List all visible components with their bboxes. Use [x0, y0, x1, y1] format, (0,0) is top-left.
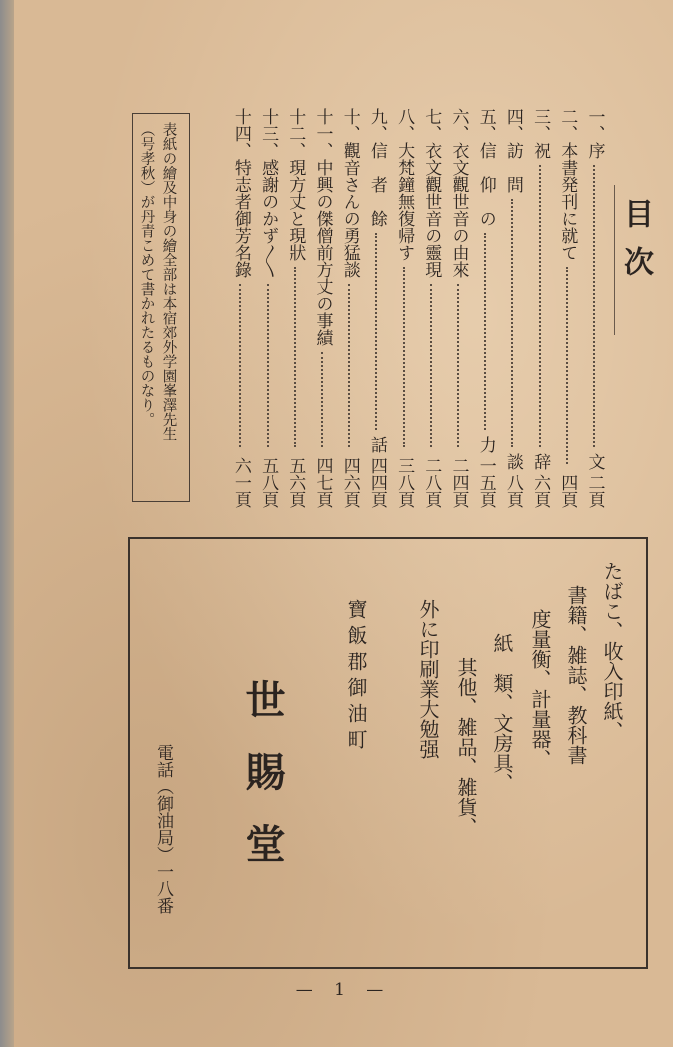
toc-leader-dots	[511, 199, 513, 447]
toc-entry-page: 六一頁	[230, 457, 251, 508]
toc-entry	[447, 108, 469, 508]
toc-entry-heading: 訪 問	[502, 142, 523, 193]
ad-line-3: 度量衡、計量器、	[528, 609, 552, 769]
toc-entry-title: 六、	[448, 108, 469, 142]
toc-entry-heading: 現方丈と現狀	[285, 159, 306, 261]
ad-line-4: 紙 類、文房具、	[490, 633, 514, 793]
toc-entry-page: 五六頁	[285, 457, 306, 508]
toc-entry-title: 二、	[557, 108, 578, 142]
toc-leader-dots	[294, 267, 296, 447]
advertisement-box	[128, 537, 648, 969]
toc-entry-title: 十三、	[258, 108, 279, 159]
toc-entry	[338, 108, 360, 508]
ad-line-6: 外に印刷業大勉强	[416, 599, 440, 759]
toc-entry-heading: 感謝のかず〳〵	[258, 159, 279, 278]
toc-entry-heading-end: 文	[584, 453, 605, 470]
toc-entry-heading: 中興の傑僧前方丈の事績	[312, 159, 333, 346]
ad-line-2: 書籍、雑誌、教科書	[564, 585, 588, 765]
toc-entry-title: 八、	[394, 108, 415, 142]
toc-entry-title: 一、	[584, 108, 605, 142]
toc-leader-dots	[403, 267, 405, 447]
toc-entry-title: 七、	[421, 108, 442, 142]
toc-leader-dots	[430, 284, 432, 447]
toc-entry-page: 一五頁	[475, 457, 496, 508]
toc-leader-dots	[321, 352, 323, 447]
toc-entry	[501, 108, 523, 508]
toc-entry-heading: 衣文觀世音の由來	[448, 142, 469, 278]
toc-entry-page: 三八頁	[394, 457, 415, 508]
shop-phone: 電話（御油局）一八番	[153, 744, 173, 914]
toc-entry	[311, 108, 333, 508]
ad-line-1: たばこ、收入印紙、	[600, 561, 624, 741]
toc-entry	[393, 108, 415, 508]
shop-name: 世賜堂	[239, 679, 286, 895]
toc-title-rule	[614, 185, 615, 335]
toc-entry-heading: 衣文觀世音の靈現	[421, 142, 442, 278]
shop-address: 寶飯郡御油町	[344, 599, 368, 755]
toc-entry	[420, 108, 442, 508]
cover-note-line-1: 表紙の繪及中身の繪全部は本宿郊外学園峯澤先生	[160, 122, 177, 441]
toc-entry-heading: 信 仰 の	[475, 142, 496, 227]
toc-leader-dots	[539, 165, 541, 447]
toc-entry	[229, 108, 251, 508]
toc-title: 目次	[618, 198, 653, 294]
toc-entry-heading: 大梵鐘無復帰す	[394, 142, 415, 261]
toc-entry-heading: 祝	[530, 142, 551, 159]
toc-entry-title: 十四、	[230, 108, 251, 159]
toc-entry-page: 五八頁	[258, 457, 279, 508]
toc-leader-dots	[484, 233, 486, 430]
toc-entry-title: 十一、	[312, 108, 333, 159]
toc-entry-page: 四六頁	[339, 457, 360, 508]
toc-entry-title: 四、	[502, 108, 523, 142]
toc-entry-title: 三、	[530, 108, 551, 142]
page-number: — 1 —	[295, 980, 392, 1000]
toc-entry-title: 五、	[475, 108, 496, 142]
toc-entry-page: 四頁	[557, 474, 578, 508]
toc-entry-page: 四四頁	[366, 457, 387, 508]
toc-entry-title: 九、	[366, 108, 387, 142]
toc-entry	[284, 108, 306, 508]
toc-entry-heading: 信 者 餘	[366, 142, 387, 227]
toc-entry	[365, 108, 387, 508]
toc-entry-page: 八頁	[502, 474, 523, 508]
toc-leader-dots	[239, 284, 241, 447]
toc-entry-heading-end: 話	[366, 436, 387, 453]
toc-leader-dots	[375, 233, 377, 430]
toc-leader-dots	[457, 284, 459, 447]
toc-entry-heading-end: 談	[502, 453, 523, 470]
toc-entry	[474, 108, 496, 508]
ad-line-5: 其他、雑品、雑貨、	[454, 657, 478, 837]
cover-note-box	[132, 113, 190, 502]
cover-note-line-2: （号孝秋）が丹青こめて書かれたるものなり。	[138, 122, 155, 427]
document-page	[14, 0, 673, 1047]
toc-entry-title: 十二、	[285, 108, 306, 159]
toc-leader-dots	[566, 267, 568, 464]
toc-entry	[556, 108, 578, 508]
toc-entry-heading: 序	[584, 142, 605, 159]
toc-entry	[583, 108, 605, 508]
toc-entry-page: 六頁	[530, 474, 551, 508]
book-spine-edge	[0, 0, 14, 1047]
toc-entry	[529, 108, 551, 508]
toc-entry-page: 二頁	[584, 474, 605, 508]
toc-entry-title: 十、	[339, 108, 360, 142]
toc-entry-page: 四七頁	[312, 457, 333, 508]
toc-entry-page: 二四頁	[448, 457, 469, 508]
toc-entry-heading: 本書発刊に就て	[557, 142, 578, 261]
toc-entry-page: 二八頁	[421, 457, 442, 508]
toc-entry-heading: 觀音さんの勇猛談	[339, 142, 360, 278]
toc-leader-dots	[348, 284, 350, 447]
toc-leader-dots	[267, 284, 269, 447]
toc-entry-heading-end: 辞	[530, 453, 551, 470]
toc-entry-heading: 特志者御芳名錄	[230, 159, 251, 278]
toc-entry	[257, 108, 279, 508]
toc-entry-heading-end: 力	[475, 436, 496, 453]
toc-leader-dots	[593, 165, 595, 447]
